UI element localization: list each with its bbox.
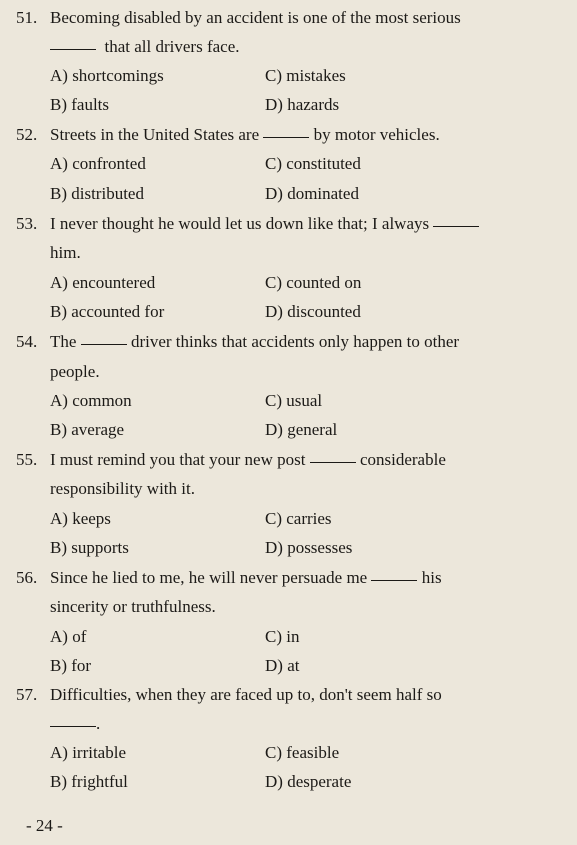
question-text: I must remind you that your new post considerable: [50, 450, 446, 469]
answer-blank: [81, 343, 127, 345]
option-d[interactable]: D) desperate: [265, 772, 352, 791]
option-d[interactable]: D) discounted: [265, 302, 361, 321]
question-text-line2: that all drivers face.: [50, 36, 240, 58]
question-text-line2: .: [50, 713, 100, 735]
option-b[interactable]: B) for: [50, 656, 92, 675]
question-number: 51.: [16, 8, 38, 27]
question-number: 56.: [16, 568, 38, 587]
option-b[interactable]: B) frightful: [50, 772, 128, 791]
answer-blank: [433, 225, 479, 227]
question-text: Becoming disabled by an accident is one of the most serious: [50, 8, 461, 27]
option-a[interactable]: A) encountered: [50, 273, 156, 292]
option-a[interactable]: A) of: [50, 627, 87, 646]
option-b[interactable]: B) faults: [50, 95, 110, 114]
option-c[interactable]: C) mistakes: [265, 66, 346, 85]
answer-blank: [310, 461, 356, 463]
option-c[interactable]: C) carries: [265, 509, 332, 528]
question-text: I never thought he would let us down like that; I always: [50, 213, 479, 235]
question-text-line2: responsibility with it.: [50, 479, 195, 498]
question-text: The driver thinks that accidents only happen to other: [50, 332, 460, 351]
answer-blank: [371, 579, 417, 581]
option-a[interactable]: A) confronted: [50, 154, 146, 173]
answer-blank: [50, 48, 96, 50]
option-d[interactable]: D) possesses: [265, 538, 353, 557]
option-c[interactable]: C) counted on: [265, 273, 362, 292]
option-c[interactable]: C) in: [265, 627, 300, 646]
option-b[interactable]: B) accounted for: [50, 302, 165, 321]
option-b[interactable]: B) average: [50, 420, 125, 439]
option-d[interactable]: D) general: [265, 420, 338, 439]
question-text-line2: him.: [50, 243, 81, 262]
question-text: Difficulties, when they are faced up to, don't seem half so: [50, 685, 442, 704]
option-b[interactable]: B) supports: [50, 538, 129, 557]
question-number: 54.: [16, 332, 38, 351]
option-a[interactable]: A) common: [50, 391, 132, 410]
question-text: Since he lied to me, he will never persuade me his: [50, 568, 442, 587]
option-c[interactable]: C) constituted: [265, 154, 361, 173]
answer-blank: [263, 136, 309, 138]
option-a[interactable]: A) shortcomings: [50, 66, 164, 85]
question-number: 57.: [16, 685, 38, 704]
option-c[interactable]: C) feasible: [265, 743, 340, 762]
page-number: - 24 -: [26, 816, 63, 835]
question-number: 52.: [16, 125, 38, 144]
option-a[interactable]: A) keeps: [50, 509, 111, 528]
question-text: Streets in the United States are by motor vehicles.: [50, 125, 440, 144]
answer-blank: [50, 725, 96, 727]
question-text-line2: sincerity or truthfulness.: [50, 597, 216, 616]
question-text-line2: people.: [50, 362, 100, 381]
question-number: 53.: [16, 214, 38, 233]
option-b[interactable]: B) distributed: [50, 184, 144, 203]
question-number: 55.: [16, 450, 38, 469]
option-c[interactable]: C) usual: [265, 391, 323, 410]
option-d[interactable]: D) dominated: [265, 184, 359, 203]
option-a[interactable]: A) irritable: [50, 743, 126, 762]
option-d[interactable]: D) hazards: [265, 95, 340, 114]
option-d[interactable]: D) at: [265, 656, 300, 675]
